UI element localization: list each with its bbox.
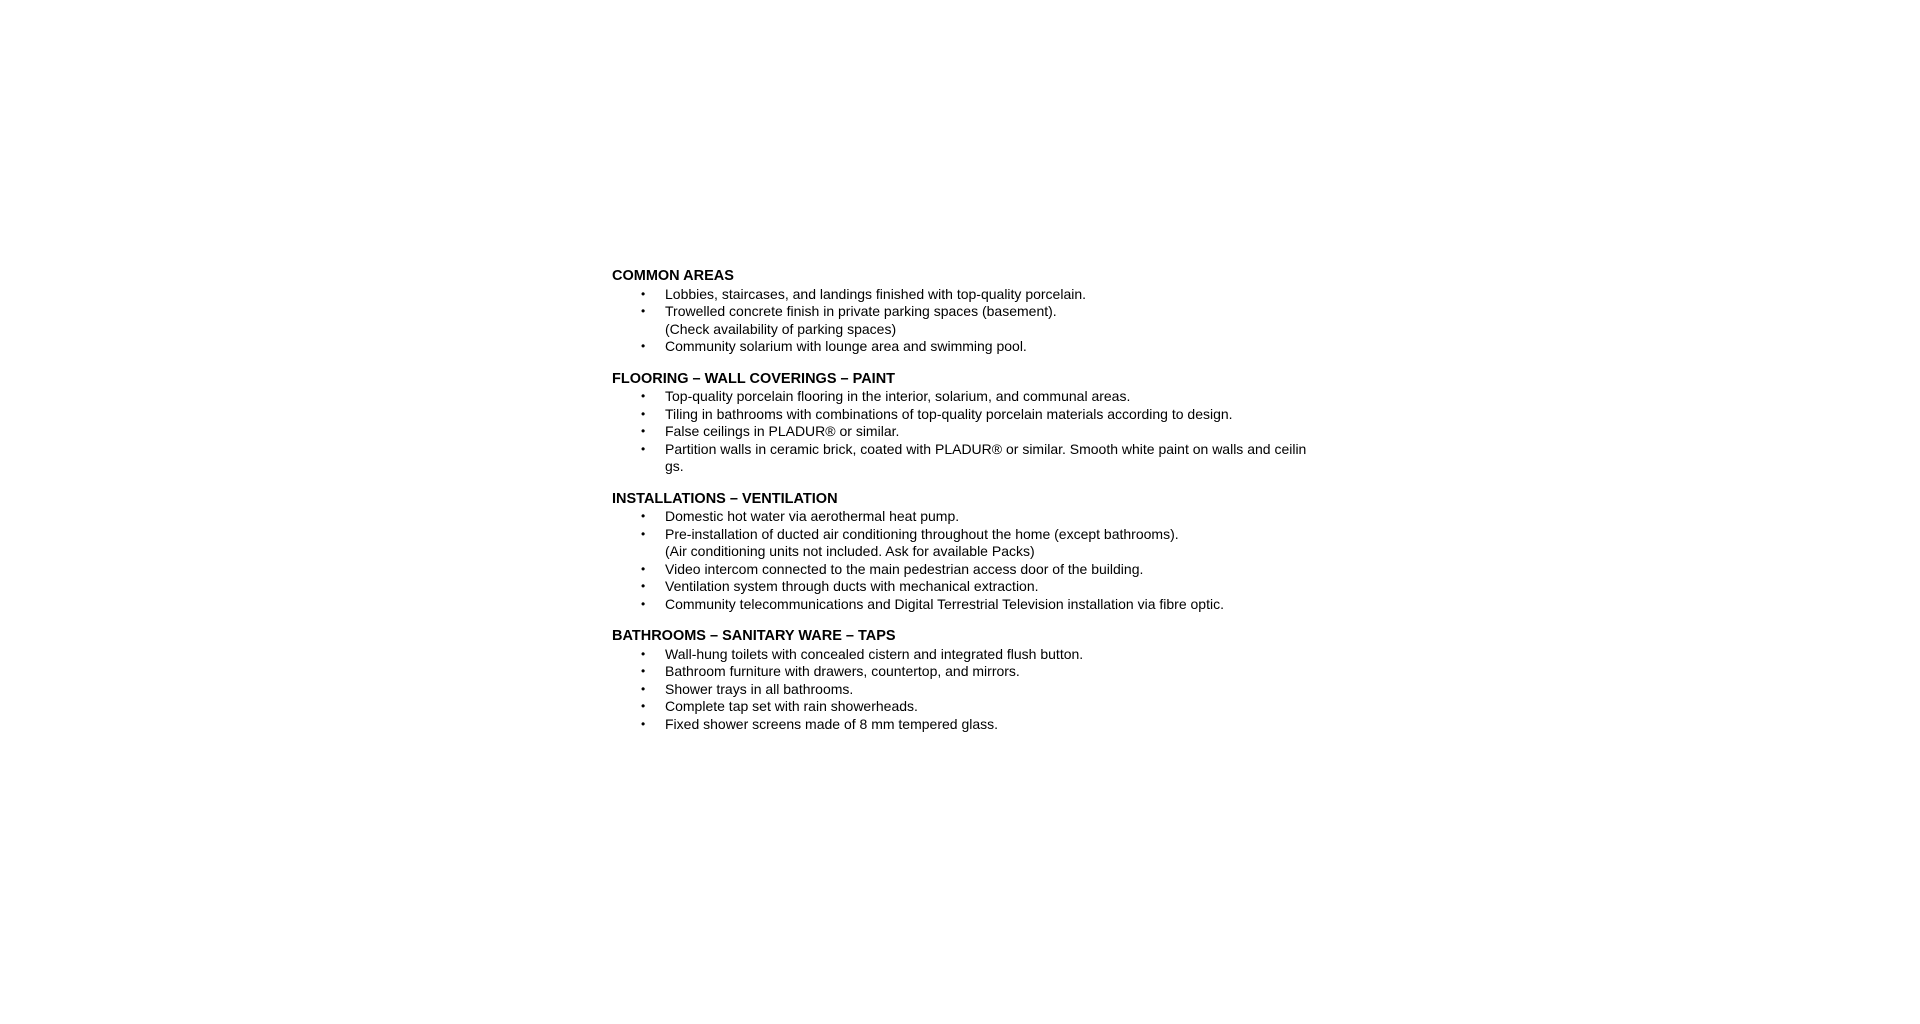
list-item: [612, 716, 1372, 734]
bullet-icon: •: [641, 406, 646, 421]
list-item: [612, 508, 1372, 526]
bullet-icon: •: [641, 646, 646, 661]
list-item-text: Shower trays in all bathrooms.: [665, 680, 854, 697]
list-item-text: False ceilings in PLADUR® or similar.: [665, 423, 900, 439]
bullet-list: [612, 388, 1372, 476]
list-item-text: Ventilation system through ducts with mechanical extraction.: [665, 578, 1039, 594]
section-title: BATHROOMS – SANITARY WARE – TAPS: [612, 628, 896, 644]
document-body: [612, 268, 1372, 748]
list-item-text: (Air conditioning units not included. Ask for available Packs): [665, 543, 1035, 559]
section: [612, 268, 1372, 356]
list-item: [612, 388, 1372, 406]
bullet-icon: •: [641, 579, 646, 593]
list-item-text: Trowelled concrete finish in private parking spaces (basement).: [665, 303, 1057, 319]
list-item: [612, 406, 1372, 424]
list-item: [612, 526, 1372, 561]
list-item: [612, 646, 1372, 664]
list-item: [612, 681, 1372, 699]
section: [612, 628, 1372, 733]
list-item-text: Wall-hung toilets with concealed cistern and integrated flush button.: [665, 645, 1084, 662]
bullet-icon: •: [641, 304, 646, 318]
list-item: [612, 441, 1372, 476]
list-item-text: Community telecommunications and Digital Terrestrial Television installation via fibre optic.: [665, 595, 1224, 612]
bullet-list: [612, 286, 1372, 356]
list-item-text: Video intercom connected to the main pedestrian access door of the building.: [665, 560, 1144, 577]
list-item-text: Bathroom furniture with drawers, countertop, and mirrors.: [665, 663, 1020, 679]
list-item-text: Top-quality porcelain flooring in the interior, solarium, and communal areas.: [665, 388, 1131, 404]
bullet-icon: •: [641, 509, 646, 523]
list-item-text: gs.: [665, 458, 684, 474]
list-item-text: Tiling in bathrooms with combinations of top-quality porcelain materials according to design.: [665, 405, 1233, 422]
section-title: FLOORING – WALL COVERINGS – PAINT: [612, 370, 896, 387]
list-item-text: (Check availability of parking spaces): [665, 320, 897, 337]
list-item-text: Pre-installation of ducted air conditioning throughout the home (except bathrooms).: [665, 525, 1179, 542]
list-item: [612, 303, 1372, 338]
bullet-list: [612, 508, 1372, 613]
bullet-icon: •: [641, 699, 646, 713]
section: [612, 491, 1372, 614]
list-item: [612, 596, 1372, 614]
bullet-icon: •: [641, 664, 646, 678]
section-title: COMMON AREAS: [612, 268, 734, 284]
list-item-text: Fixed shower screens made of 8 mm tempered glass.: [665, 715, 999, 732]
list-item: [612, 338, 1372, 356]
bullet-icon: •: [641, 441, 646, 456]
list-item: [612, 663, 1372, 681]
bullet-icon: •: [641, 596, 646, 611]
list-item: [612, 286, 1372, 304]
list-item-text: Partition walls in ceramic brick, coated with PLADUR® or similar. Smooth white paint on walls and ceilin: [665, 440, 1307, 457]
list-item-text: Domestic hot water via aerothermal heat pump.: [665, 508, 960, 524]
bullet-icon: •: [641, 424, 646, 438]
list-item-text: Community solarium with lounge area and swimming pool.: [665, 338, 1027, 354]
bullet-list: [612, 646, 1372, 734]
bullet-icon: •: [641, 716, 646, 731]
section-title: INSTALLATIONS – VENTILATION: [612, 490, 838, 507]
bullet-icon: •: [641, 561, 646, 576]
bullet-icon: •: [641, 389, 646, 403]
bullet-icon: •: [641, 339, 646, 353]
list-item: [612, 698, 1372, 716]
list-item-text: Lobbies, staircases, and landings finished with top-quality porcelain.: [665, 285, 1087, 302]
list-item: [612, 578, 1372, 596]
list-item: [612, 561, 1372, 579]
bullet-icon: •: [641, 526, 646, 541]
section: [612, 371, 1372, 476]
list-item: [612, 423, 1372, 441]
bullet-icon: •: [641, 286, 646, 301]
bullet-icon: •: [641, 681, 646, 696]
list-item-text: Complete tap set with rain showerheads.: [665, 698, 918, 714]
